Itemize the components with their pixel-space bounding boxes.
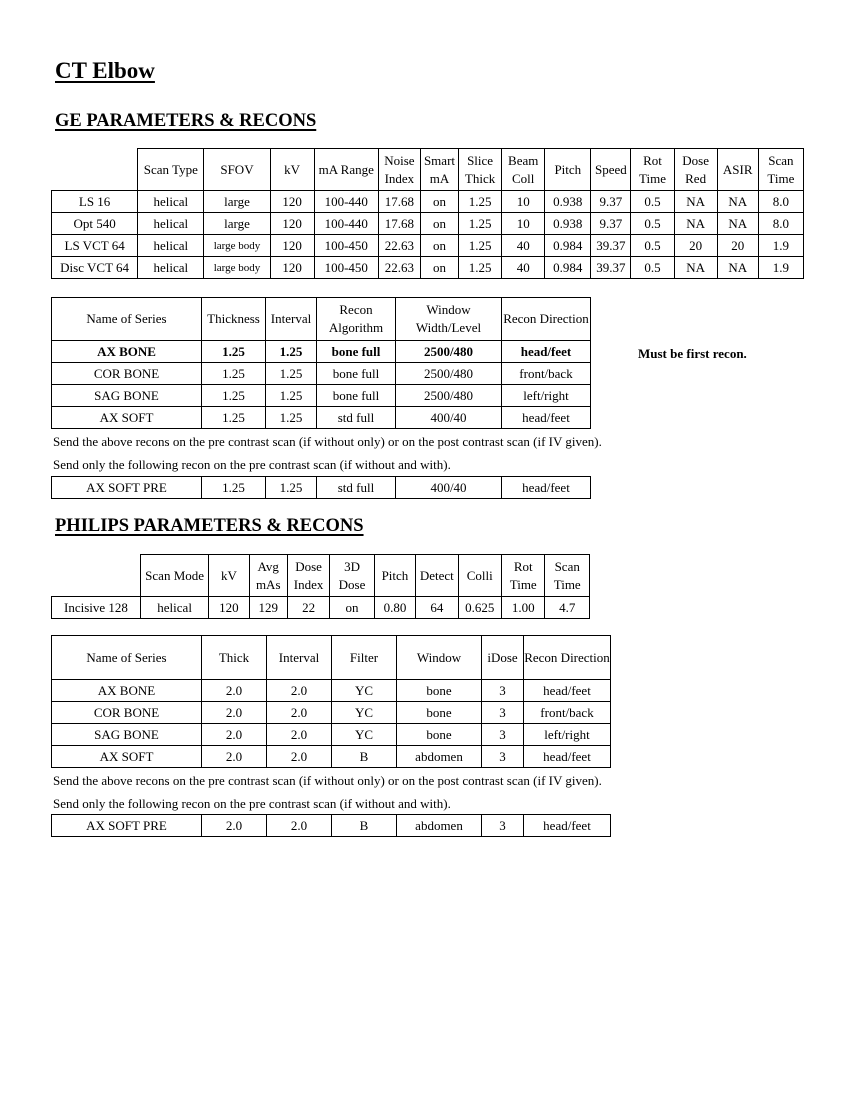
table-cell: 1.25 [266,407,317,429]
table-cell: 1.25 [266,341,317,363]
table-cell: 400/40 [396,407,502,429]
column-header: Interval [267,636,332,680]
philips-send-note: Send the above recons on the pre contrast scan (if without only) or on the post contrast scan (if IV given). [53,773,602,788]
table-cell: front/back [524,702,611,724]
table-cell: 1.25 [266,385,317,407]
column-header: Rot Time [501,555,544,597]
table-cell: 2.0 [202,680,267,702]
table-cell: 2.0 [202,746,267,768]
table-cell: 120 [209,597,249,619]
table-cell: 1.25 [266,477,317,499]
table-cell: 1.25 [202,363,266,385]
table-cell: 40 [502,257,545,279]
table-cell: 39.37 [591,235,631,257]
table-cell: 100-440 [314,213,378,235]
column-header: Dose Index [287,555,329,597]
table-cell: 17.68 [378,213,420,235]
table-cell: 0.984 [545,235,591,257]
table-cell: 0.938 [545,191,591,213]
ge-section-heading: GE PARAMETERS & RECONS [55,111,317,131]
table-cell: 3 [482,702,524,724]
first-recon-note: Must be first recon. [638,346,747,361]
column-header: Recon Direction [502,298,591,341]
table-cell: 2500/480 [396,363,502,385]
table-cell: 9.37 [591,191,631,213]
table-cell: 2500/480 [396,385,502,407]
table-row [52,680,611,702]
row-label: Opt 540 [52,213,138,235]
table-cell: 10 [502,191,545,213]
column-header: Window Width/Level [396,298,502,341]
table-cell: 0.5 [631,191,674,213]
table-cell: large body [204,257,270,279]
table-cell: NA [674,191,717,213]
ge-parameters-table [51,148,804,279]
column-header: iDose [482,636,524,680]
philips-parameters-header-row [52,555,590,597]
column-header: Filter [332,636,397,680]
table-row [52,724,611,746]
row-label: AX SOFT PRE [52,477,202,499]
table-cell: large [204,191,270,213]
philips-pre-contrast-note: Send only the following recon on the pre contrast scan (if without and with). [53,796,451,811]
table-cell: 2.0 [267,815,332,837]
table-cell: 120 [270,191,314,213]
table-cell: 20 [717,235,758,257]
table-cell: front/back [502,363,591,385]
table-cell: NA [717,257,758,279]
table-cell: 0.625 [458,597,501,619]
column-header: Thickness [202,298,266,341]
column-header: Pitch [545,149,591,191]
table-cell: helical [138,235,204,257]
column-header: Thick [202,636,267,680]
row-label: AX SOFT [52,407,202,429]
table-cell: 22.63 [378,257,420,279]
table-cell: helical [138,213,204,235]
column-header: mA Range [314,149,378,191]
table-row [52,815,611,837]
table-cell: YC [332,702,397,724]
table-row [52,702,611,724]
column-header: ASIR [717,149,758,191]
column-header: Beam Coll [502,149,545,191]
table-cell: 3 [482,746,524,768]
column-header: Speed [591,149,631,191]
table-cell: 120 [270,213,314,235]
table-cell: 22 [287,597,329,619]
philips-parameters-table [51,554,590,619]
table-cell: on [420,213,458,235]
column-header: Scan Time [758,149,803,191]
table-cell: 9.37 [591,213,631,235]
table-row [52,191,804,213]
row-label: COR BONE [52,702,202,724]
table-cell: 2.0 [202,815,267,837]
table-cell: 1.25 [202,385,266,407]
ge-send-note: Send the above recons on the pre contrast scan (if without only) or on the post contrast scan (if IV given). [53,434,602,449]
table-cell: 2.0 [202,724,267,746]
table-row [52,407,591,429]
table-cell: head/feet [524,680,611,702]
table-cell: 1.25 [459,257,502,279]
ge-pre-recon-table [51,476,591,499]
table-cell: helical [138,257,204,279]
row-label: LS 16 [52,191,138,213]
column-header: Pitch [374,555,415,597]
table-cell: abdomen [397,815,482,837]
table-cell: 120 [270,257,314,279]
table-cell: left/right [502,385,591,407]
table-cell: on [420,257,458,279]
table-cell: 100-440 [314,191,378,213]
table-cell: bone [397,724,482,746]
table-cell: 100-450 [314,257,378,279]
column-header: Noise Index [378,149,420,191]
table-cell: bone [397,680,482,702]
table-cell: B [332,746,397,768]
philips-recons-table [51,635,611,768]
table-cell: 129 [249,597,287,619]
table-cell: 4.7 [545,597,590,619]
table-cell: large [204,213,270,235]
table-cell: 2.0 [267,724,332,746]
table-cell: 1.00 [501,597,544,619]
philips-pre-recon-table [51,814,611,837]
row-label: Incisive 128 [52,597,141,619]
table-row [52,213,804,235]
table-cell: head/feet [524,815,611,837]
row-label: SAG BONE [52,724,202,746]
table-cell: head/feet [502,477,591,499]
column-header: 3D Dose [330,555,374,597]
column-header: Slice Thick [459,149,502,191]
table-cell: 1.9 [758,235,803,257]
column-header: Rot Time [631,149,674,191]
table-cell: B [332,815,397,837]
row-label: Disc VCT 64 [52,257,138,279]
table-cell: on [420,191,458,213]
table-cell: YC [332,680,397,702]
table-cell: 3 [482,815,524,837]
table-cell: 0.984 [545,257,591,279]
table-row [52,235,804,257]
table-cell: YC [332,724,397,746]
table-cell: 8.0 [758,191,803,213]
row-label: AX BONE [52,680,202,702]
table-row [52,257,804,279]
column-header: kV [270,149,314,191]
table-cell: 40 [502,235,545,257]
table-cell: 3 [482,680,524,702]
column-header: Recon Direction [524,636,611,680]
table-cell: left/right [524,724,611,746]
table-cell: bone [397,702,482,724]
table-cell: 2.0 [202,702,267,724]
table-cell: on [330,597,374,619]
table-cell: 17.68 [378,191,420,213]
table-cell: helical [138,191,204,213]
column-header: Colli [458,555,501,597]
corner-cell [52,149,138,191]
column-header: Smart mA [420,149,458,191]
column-header: Scan Mode [140,555,208,597]
table-cell: 39.37 [591,257,631,279]
table-cell: 0.938 [545,213,591,235]
column-header: Name of Series [52,636,202,680]
table-cell: 0.5 [631,235,674,257]
column-header: Dose Red [674,149,717,191]
column-header: kV [209,555,249,597]
table-cell: head/feet [502,341,591,363]
table-cell: 2.0 [267,680,332,702]
row-label: SAG BONE [52,385,202,407]
table-cell: helical [140,597,208,619]
philips-recons-header-row [52,636,611,680]
table-cell: 2.0 [267,746,332,768]
table-cell: bone full [317,341,396,363]
table-cell: 0.80 [374,597,415,619]
table-cell: 1.25 [202,341,266,363]
table-cell: 2500/480 [396,341,502,363]
table-cell: head/feet [524,746,611,768]
table-cell: 20 [674,235,717,257]
table-cell: 1.25 [266,363,317,385]
table-cell: std full [317,407,396,429]
column-header: Name of Series [52,298,202,341]
table-cell: large body [204,235,270,257]
ge-parameters-header-row [52,149,804,191]
table-cell: 10 [502,213,545,235]
ge-pre-contrast-note: Send only the following recon on the pre contrast scan (if without and with). [53,457,451,472]
row-label: AX BONE [52,341,202,363]
table-cell: 1.25 [202,477,266,499]
table-cell: 400/40 [396,477,502,499]
table-cell: std full [317,477,396,499]
row-label: LS VCT 64 [52,235,138,257]
row-label: AX SOFT [52,746,202,768]
table-cell: 1.25 [459,213,502,235]
page-title: CT Elbow [55,58,155,83]
table-row [52,363,591,385]
table-row [52,341,591,363]
table-cell: 100-450 [314,235,378,257]
column-header: Scan Time [545,555,590,597]
column-header: Window [397,636,482,680]
row-label: AX SOFT PRE [52,815,202,837]
table-cell: 0.5 [631,213,674,235]
table-cell: 1.25 [459,235,502,257]
table-cell: abdomen [397,746,482,768]
table-cell: 1.25 [202,407,266,429]
table-cell: 3 [482,724,524,746]
table-cell: bone full [317,363,396,385]
table-cell: 0.5 [631,257,674,279]
table-cell: on [420,235,458,257]
table-cell: 120 [270,235,314,257]
table-row [52,597,590,619]
column-header: SFOV [204,149,270,191]
table-cell: 22.63 [378,235,420,257]
column-header: Avg mAs [249,555,287,597]
table-cell: 2.0 [267,702,332,724]
table-cell: NA [674,257,717,279]
table-cell: NA [717,213,758,235]
row-label: COR BONE [52,363,202,385]
table-row [52,385,591,407]
corner-cell [52,555,141,597]
philips-section-heading: PHILIPS PARAMETERS & RECONS [55,516,364,536]
column-header: Interval [266,298,317,341]
ge-recons-header-row [52,298,591,341]
table-cell: NA [674,213,717,235]
column-header: Scan Type [138,149,204,191]
table-cell: 1.25 [459,191,502,213]
ge-recons-table [51,297,591,429]
column-header: Recon Algorithm [317,298,396,341]
table-cell: NA [717,191,758,213]
table-row [52,477,591,499]
table-row [52,746,611,768]
table-cell: 8.0 [758,213,803,235]
column-header: Detect [416,555,458,597]
table-cell: 64 [416,597,458,619]
table-cell: 1.9 [758,257,803,279]
table-cell: bone full [317,385,396,407]
table-cell: head/feet [502,407,591,429]
